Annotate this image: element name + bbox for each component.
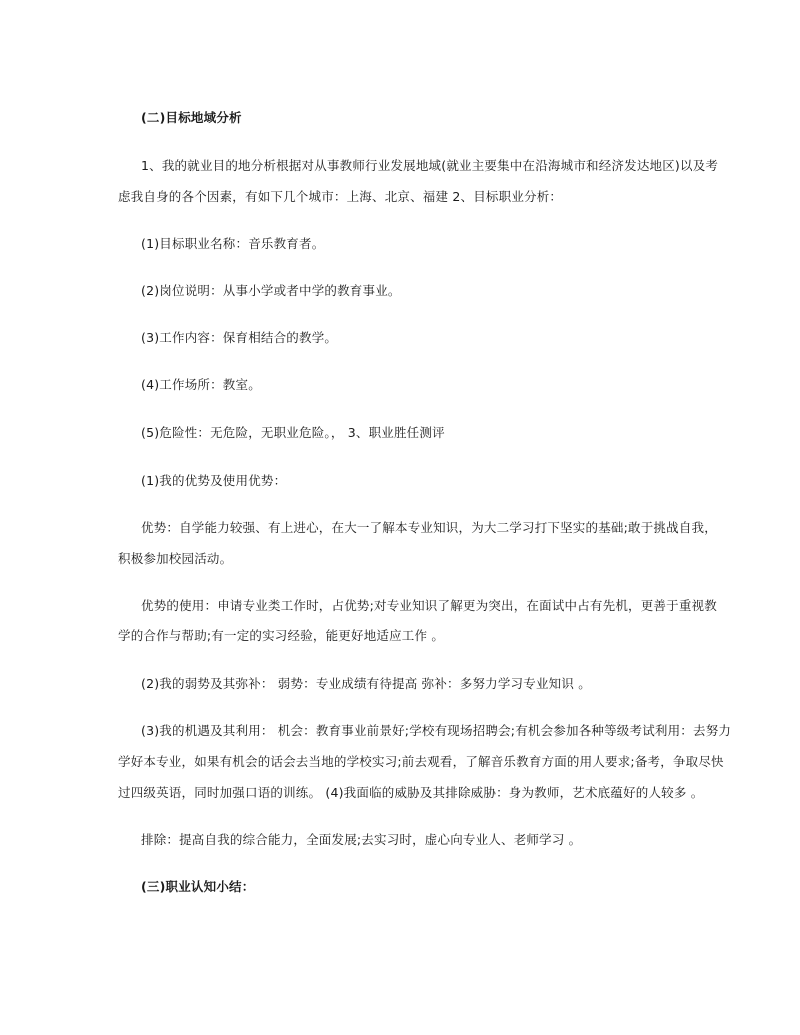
paragraph-destination-line-2: 虑我自身的各个因素，有如下几个城市：上海、北京、福建 2、目标职业分析： [118, 189, 563, 204]
item-workplace: (4)工作场所：教室。 [141, 377, 261, 392]
paragraph-opportunities-line-1: (3)我的机遇及其利用： 机会：教育事业前景好;学校有现场招聘会;有机会参加各种等级考试利用：去努力 [141, 723, 732, 738]
paragraph-destination-line-1: 1、我的就业目的地分析根据对从事教师行业发展地域(就业主要集中在沿海城市和经济发达地区)以及考 [141, 158, 719, 173]
item-weaknesses: (2)我的弱势及其弥补： 弱势：专业成绩有待提高 弥补：多努力学习专业知识 。 [141, 676, 591, 691]
paragraph-elimination: 排除：提高自我的综合能力，全面发展;去实习时，虚心向专业人、老师学习 。 [141, 832, 582, 847]
item-job-description: (2)岗位说明：从事小学或者中学的教育事业。 [141, 283, 401, 298]
item-work-content: (3)工作内容：保育相结合的教学。 [141, 330, 338, 345]
paragraph-strength-use-line-2: 学的合作与帮助;有一定的实习经验，能更好地适应工作 。 [118, 628, 445, 643]
paragraph-strength-use-line-1: 优势的使用：申请专业类工作时，占优势;对专业知识了解更为突出，在面试中占有先机，更善于重视教 [141, 598, 717, 613]
paragraph-opportunities-line-2: 学好本专业，如果有机会的话会去当地的学校实习;前去观看，了解音乐教育方面的用人要求;备考，争取尽快 [118, 754, 724, 769]
item-job-title: (1)目标职业名称：音乐教育者。 [141, 236, 325, 251]
section-heading-career-summary: (三)职业认知小结： [141, 879, 255, 894]
paragraph-opportunities-line-3: 过四级英语，同时加强口语的训练。 (4)我面临的威胁及其排除威胁：身为教师，艺术底蕴好的人较多 。 [118, 785, 704, 800]
paragraph-strengths-line-2: 积极参加校园活动。 [118, 551, 233, 566]
item-risk: (5)危险性：无危险，无职业危险。， 3、职业胜任测评 [141, 425, 445, 440]
section-heading-target-region: (二)目标地域分析 [141, 110, 242, 125]
paragraph-strengths-line-1: 优势：自学能力较强、有上进心，在大一了解本专业知识，为大二学习打下坚实的基础;敢于挑战自我， [141, 520, 717, 535]
item-strengths-heading: (1)我的优势及使用优势： [141, 473, 287, 488]
